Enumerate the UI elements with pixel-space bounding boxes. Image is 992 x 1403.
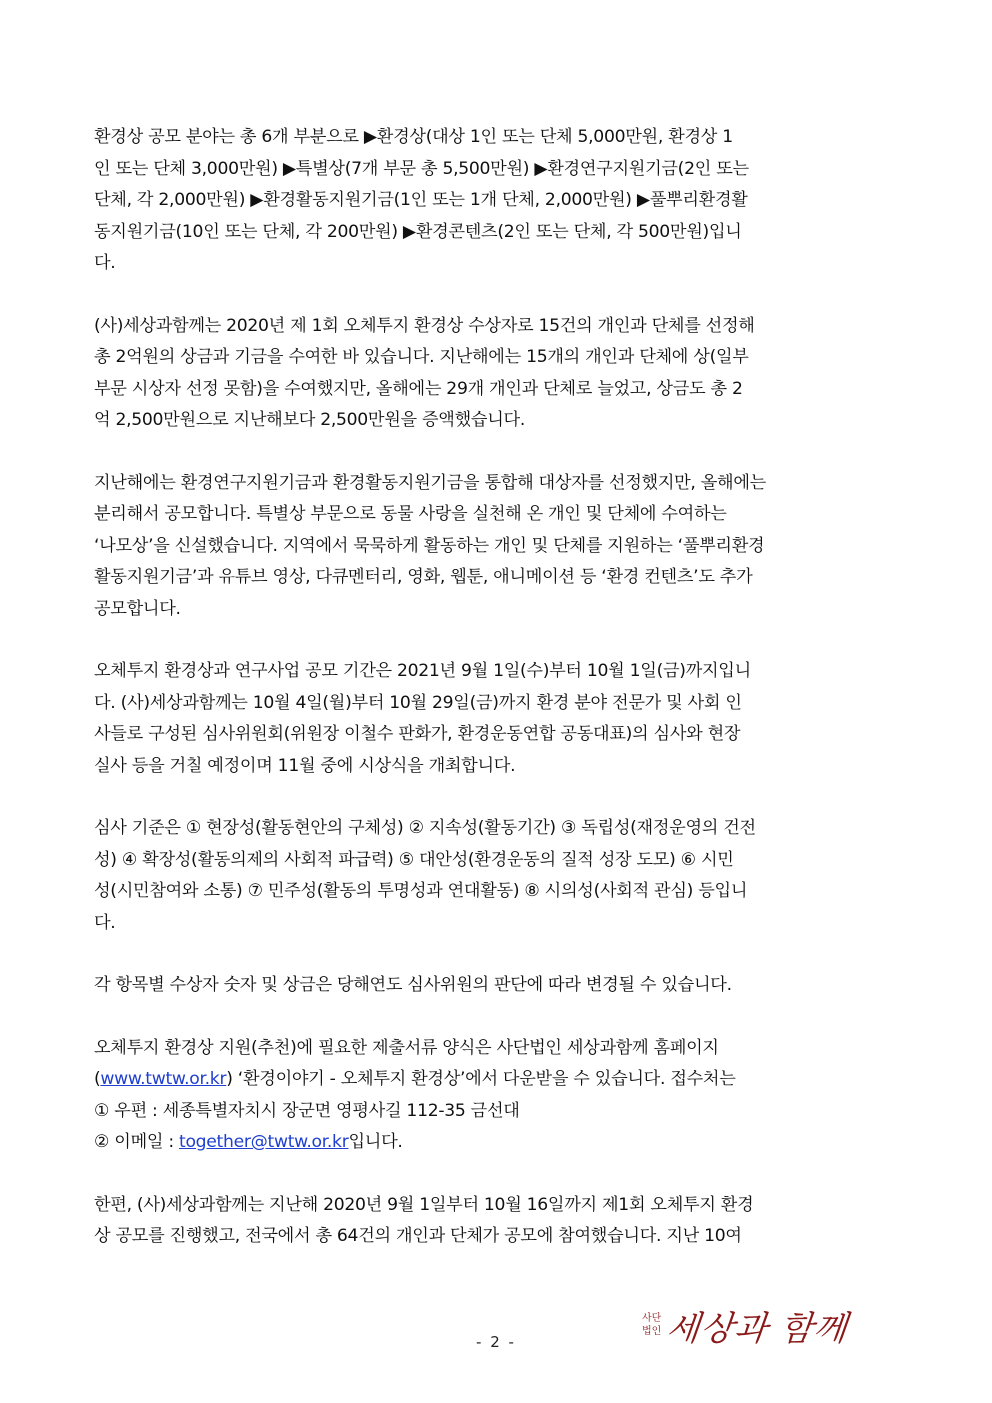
logo-small-top: 사단 [642, 1313, 662, 1324]
text-fragment: ( [94, 1069, 101, 1089]
text-line: 인 또는 단체 3,000만원) ▶특별상(7개 부문 총 5,500만원) ▶환경연구지원기금(2인 또는 [94, 158, 749, 179]
postal-address-line: ① 우편 : 세종특별자치시 장군면 영평사길 112-35 금선대 [94, 1100, 520, 1121]
text-line: 오체투지 환경상 지원(추천)에 필요한 제출서류 양식은 사단법인 세상과함께 홈페이지 [94, 1037, 719, 1058]
text-line: 성) ④ 확장성(활동의제의 사회적 파급력) ⑤ 대안성(환경운동의 질적 성장 도모) ⑥ 시민 [94, 849, 734, 870]
text-line: 실사 등을 거칠 예정이며 11월 중에 시상식을 개최합니다. [94, 755, 516, 776]
text-line: 동지원기금(10인 또는 단체, 각 200만원) ▶환경콘텐츠(2인 또는 단체, 각 500만원)입니 [94, 221, 742, 242]
text-line: 각 항목별 수상자 숫자 및 상금은 당해연도 심사위원의 판단에 따라 변경될 수 있습니다. [94, 975, 732, 995]
paragraph-submission [94, 1033, 898, 1159]
text-line: 환경상 공모 분야는 총 6개 부분으로 ▶환경상(대상 1인 또는 단체 5,000만원, 환경상 1 [94, 127, 733, 147]
text-line: (사)세상과함께는 2020년 제 1회 오체투지 환경상 수상자로 15건의 개인과 단체를 선정해 [94, 315, 755, 336]
text-line: 단체, 각 2,000만원) ▶환경활동지원기금(1인 또는 1개 단체, 2,000만원) ▶풀뿌리환경활 [94, 190, 748, 210]
text-line: 억 2,500만원으로 지난해보다 2,500만원을 증액했습니다. [94, 410, 525, 430]
paragraph-closing [94, 1190, 898, 1253]
text-line: 지난해에는 환경연구지원기금과 환경활동지원기금을 통합해 대상자를 선정했지만, 올해에는 [94, 472, 766, 493]
text-fragment: 입니다. [348, 1132, 403, 1152]
logo-small-text [642, 1312, 661, 1338]
text-line: 다. (사)세상과함께는 10월 4일(월)부터 10월 29일(금)까지 환경 분야 전문가 및 사회 인 [94, 692, 742, 713]
text-line: 상 공모를 진행했고, 전국에서 총 64건의 개인과 단체가 공모에 참여했습니다. 지난 10여 [94, 1226, 742, 1246]
text-line [94, 1064, 898, 1096]
text-line: 분리해서 공모합니다. 특별상 부문으로 동물 사랑을 실천해 온 개인 및 단체에 수여하는 [94, 504, 727, 524]
logo-small-bottom: 법인 [642, 1326, 662, 1337]
homepage-link[interactable]: www.twtw.or.kr [100, 1069, 227, 1089]
paragraph-criteria [94, 813, 898, 939]
text-line: 다. [94, 912, 116, 933]
organization-logo [642, 1301, 851, 1349]
text-fragment: ) ‘환경이야기 - 오체투지 환경상’에서 다운받을 수 있습니다. 접수처는 [226, 1069, 736, 1089]
paragraph-history [94, 311, 898, 437]
paragraph-note [94, 970, 898, 1002]
text-line: 활동지원기금’과 유튜브 영상, 다큐멘터리, 영화, 웹툰, 애니메이션 등 ‘환경 컨텐츠’도 추가 [94, 567, 753, 587]
paragraph-changes [94, 468, 898, 626]
document-body [94, 122, 898, 1284]
text-fragment: ② 이메일 : [94, 1132, 179, 1152]
text-line: 총 2억원의 상금과 기금을 수여한 바 있습니다. 지난해에는 15개의 개인과 단체에 상(일부 [94, 347, 749, 367]
paragraph-schedule [94, 656, 898, 782]
text-line: 성(시민참여와 소통) ⑦ 민주성(활동의 투명성과 연대활동) ⑧ 시의성(사회적 관심) 등입니 [94, 881, 748, 901]
text-line: 부문 시상자 선정 못함)을 수여했지만, 올해에는 29개 개인과 단체로 늘었고, 상금도 총 2 [94, 378, 743, 399]
text-line: 다. [94, 253, 116, 273]
text-line: 심사 기준은 ① 현장성(활동현안의 구체성) ② 지속성(활동기간) ③ 독립성(재정운영의 건전 [94, 818, 756, 838]
paragraph-categories [94, 122, 898, 280]
email-line [94, 1127, 898, 1159]
text-line: 공모합니다. [94, 598, 181, 619]
page-number: - 2 - [476, 1333, 516, 1351]
text-line: 오체투지 환경상과 연구사업 공모 기간은 2021년 9월 1일(수)부터 10월 1일(금)까지입니 [94, 661, 751, 681]
text-line: 사들로 구성된 심사위원회(위원장 이철수 판화가, 환경운동연합 공동대표)의 심사와 현장 [94, 724, 741, 744]
text-line: ‘나모상’을 신설했습니다. 지역에서 묵묵하게 활동하는 개인 및 단체를 지원하는 ‘풀뿌리환경 [94, 535, 765, 556]
logo-main-text: 세상과 함께 [664, 1308, 851, 1349]
email-link[interactable]: together@twtw.or.kr [179, 1132, 349, 1152]
text-line: 한편, (사)세상과함께는 지난해 2020년 9월 1일부터 10월 16일까지 제1회 오체투지 환경 [94, 1194, 754, 1215]
